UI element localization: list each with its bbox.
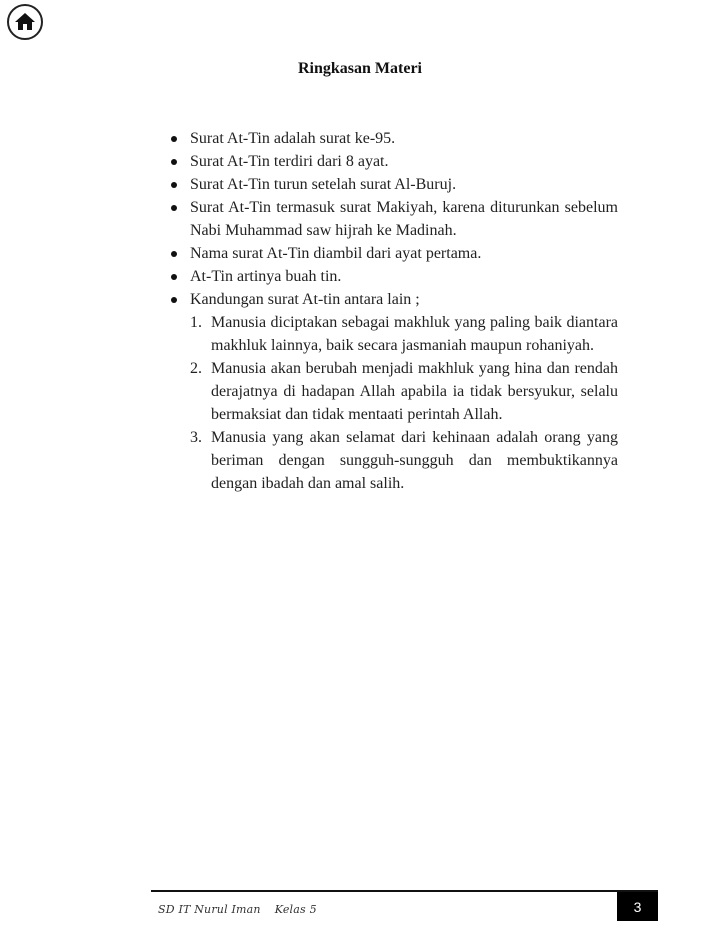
bullet-text: At-Tin artinya buah tin. <box>190 268 342 285</box>
item-text: Manusia yang akan selamat dari kehinaan adalah orang yang beriman dengan sungguh-sungguh dan membuktikannya dengan ibadah dan amal salih. <box>211 429 618 492</box>
bullet-text: Surat At-Tin termasuk surat Makiyah, karena diturunkan sebelum Nabi Muhammad saw hijrah ke Madinah. <box>190 199 618 239</box>
footer-label <box>158 903 331 916</box>
bullet-item <box>168 127 618 150</box>
page-number: 3 <box>633 898 642 915</box>
item-text: Manusia diciptakan sebagai makhluk yang paling baik diantara makhluk lainnya, baik secara jasmaniah maupun rohaniyah. <box>211 314 618 354</box>
bullet-item <box>168 288 618 495</box>
bullet-item <box>168 173 618 196</box>
bullet-item <box>168 196 618 242</box>
footer-grade: Kelas 5 <box>274 903 317 916</box>
numbered-item <box>190 426 618 495</box>
summary-bullet-list <box>168 127 618 495</box>
item-text: Manusia akan berubah menjadi makhluk yang hina dan rendah derajatnya di hadapan Allah apabila ia tidak bersyukur, selalu bermaksiat dan tidak mentaati perintah Allah. <box>211 360 618 423</box>
item-number: 2. <box>190 360 202 377</box>
bullet-text: Surat At-Tin terdiri dari 8 ayat. <box>190 153 389 170</box>
footer-school: SD IT Nurul Iman <box>158 903 261 916</box>
bullet-text: Surat At-Tin turun setelah surat Al-Buruj. <box>190 176 457 193</box>
page-title: Ringkasan Materi <box>298 60 422 77</box>
page-number-badge <box>617 892 658 921</box>
footer-divider <box>151 890 658 892</box>
home-button[interactable] <box>7 4 43 40</box>
item-number: 1. <box>190 314 202 331</box>
bullet-text: Surat At-Tin adalah surat ke-95. <box>190 130 396 147</box>
kandungan-list <box>190 311 618 495</box>
bullet-item <box>168 242 618 265</box>
home-icon <box>13 10 37 34</box>
summary-content <box>168 127 618 495</box>
bullet-text: Kandungan surat At-tin antara lain ; <box>190 291 420 308</box>
bullet-item <box>168 150 618 173</box>
numbered-item <box>190 357 618 426</box>
numbered-item <box>190 311 618 357</box>
bullet-text: Nama surat At-Tin diambil dari ayat pertama. <box>190 245 482 262</box>
item-number: 3. <box>190 429 202 446</box>
bullet-item <box>168 265 618 288</box>
